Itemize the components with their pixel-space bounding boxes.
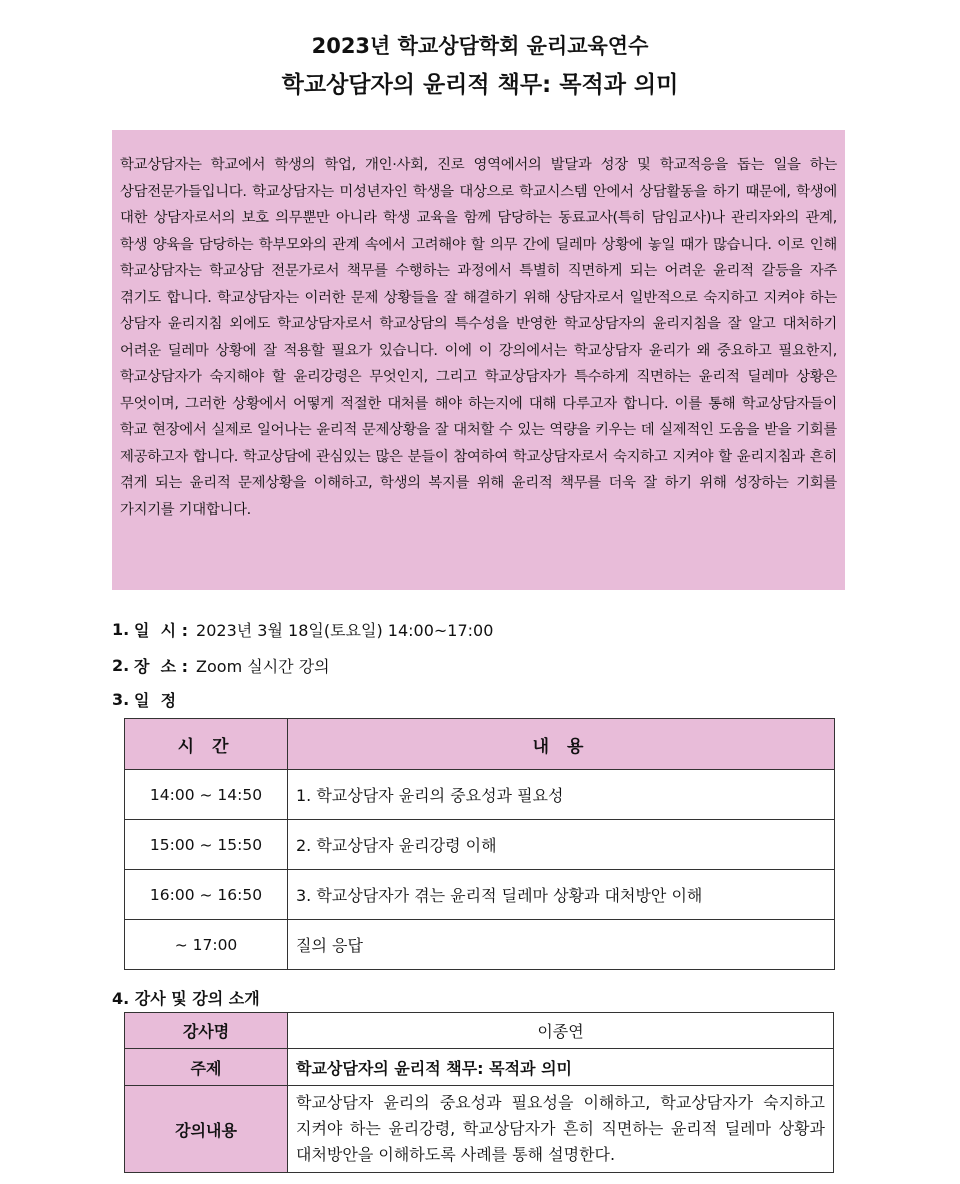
info-label: 장 소 : bbox=[134, 657, 189, 676]
table-row bbox=[125, 920, 835, 970]
schedule-time: ~ 17:00 bbox=[125, 920, 288, 970]
schedule-time: 15:00 ~ 15:50 bbox=[125, 820, 288, 870]
intro-text: 학교상담자는 학교에서 학생의 학업, 개인·사회, 진로 영역에서의 발달과 성장 및 학교적응을 돕는 일을 하는 상담전문가들입니다. 학교상담자는 미성년자인 학생을 대상으로 학교시스템 안에서 상담활동을 하기 때문에, 학생에 대한 상담자로서의 보호 의무뿐만 아니라 학생 교육을 함께 담당하는 동료교사(특히 담임교사)나 관리자와의 관계, 학생 양육을 담당하는 학부모와의 관계 속에서 고려해야 할 의무 간에 딜레마 상황에 놓일 때가 많습니다. 이로 인해 학교상담자는 학교상담 전문가로서 책무를 수행하는 과정에서 특별히 직면하게 되는 어려운 윤리적 갈등을 자주 겪기도 합니다. 학교상담자는 이러한 문제 상황들을 잘 해결하기 위해 상담자로서 일반적으로 숙지하고 지켜야 하는 상담자 윤리지침 외에도 학교상담자로서 학교상담의 특수성을 반영한 학교상담자의 윤리지침을 잘 알고 대처하기 어려운 딜레마 상황에 잘 적용할 필요가 있습니다. 이에 이 강의에서는 학교상담자 윤리가 왜 중요하고 필요한지, 학교상담자가 숙지해야 할 윤리강령은 무엇인지, 그리고 학교상담자가 특수하게 직면하는 윤리적 딜레마 상황은 무엇이며, 그러한 상황에서 어떻게 적절한 대처를 해야 하는지에 대해 다루고자 합니다. 이를 통해 학교상담자들이 학교 현장에서 실제로 일어나는 윤리적 문제상황을 잘 대처할 수 있는 역량을 키우는 데 실제적인 도움을 받을 기회를 제공하고자 합니다. 학교상담에 관심있는 많은 분들이 참여하여 학교상담자로서 숙지하고 지켜야 할 윤리지침과 흔히 겪게 되는 윤리적 문제상황을 이해하고, 학생의 복지를 위해 윤리적 책무를 더욱 잘 하기 위해 성장하는 기회를 가지기를 기대합니다. bbox=[120, 157, 837, 518]
info-label: 일 시 : bbox=[134, 621, 189, 640]
info-value: Zoom 실시간 강의 bbox=[196, 657, 330, 676]
table-row bbox=[125, 1049, 834, 1086]
document-subtitle: 학교상담자의 윤리적 책무: 목적과 의미 bbox=[281, 72, 679, 98]
info-schedule bbox=[112, 688, 176, 711]
info-number: 2. bbox=[112, 656, 130, 675]
info-number: 1. bbox=[112, 620, 130, 639]
table-row bbox=[125, 770, 835, 820]
info-location bbox=[112, 654, 330, 677]
lecture-description: 학교상담자 윤리의 중요성과 필요성을 이해하고, 학교상담자가 숙지하고 지켜야 하는 윤리강령, 학교상담자가 흔히 직면하는 윤리적 딜레마 상황과 대처방안을 이해하도록 사례를 통해 설명한다. bbox=[288, 1086, 834, 1173]
schedule-table bbox=[124, 718, 835, 970]
schedule-time: 14:00 ~ 14:50 bbox=[125, 770, 288, 820]
table-row bbox=[125, 870, 835, 920]
table-row bbox=[125, 1086, 834, 1173]
intro-box bbox=[112, 130, 845, 590]
table-row bbox=[125, 820, 835, 870]
schedule-content: 1. 학교상담자 윤리의 중요성과 필요성 bbox=[288, 770, 835, 820]
lecture-table bbox=[124, 1012, 834, 1173]
lecture-topic: 학교상담자의 윤리적 책무: 목적과 의미 bbox=[288, 1049, 834, 1086]
lecture-section-title bbox=[112, 986, 260, 1009]
info-value: 2023년 3월 18일(토요일) 14:00~17:00 bbox=[196, 621, 494, 640]
info-date bbox=[112, 618, 493, 641]
lecturer-name: 이종연 bbox=[288, 1013, 834, 1049]
section-heading: 4. 강사 및 강의 소개 bbox=[112, 989, 260, 1008]
table-row bbox=[125, 1013, 834, 1049]
schedule-content: 질의 응답 bbox=[288, 920, 835, 970]
lecture-label: 강사명 bbox=[125, 1013, 288, 1049]
info-number: 3. bbox=[112, 690, 130, 709]
lecture-label: 주제 bbox=[125, 1049, 288, 1086]
schedule-time: 16:00 ~ 16:50 bbox=[125, 870, 288, 920]
document-title: 2023년 학교상담학회 윤리교육연수 bbox=[311, 34, 649, 58]
info-label: 일 정 bbox=[134, 691, 177, 710]
schedule-header-time: 시 간 bbox=[125, 719, 288, 770]
schedule-header-content: 내 용 bbox=[288, 719, 835, 770]
schedule-content: 3. 학교상담자가 겪는 윤리적 딜레마 상황과 대처방안 이해 bbox=[288, 870, 835, 920]
schedule-header-row bbox=[125, 719, 835, 770]
lecture-label: 강의내용 bbox=[125, 1086, 288, 1173]
schedule-content: 2. 학교상담자 윤리강령 이해 bbox=[288, 820, 835, 870]
